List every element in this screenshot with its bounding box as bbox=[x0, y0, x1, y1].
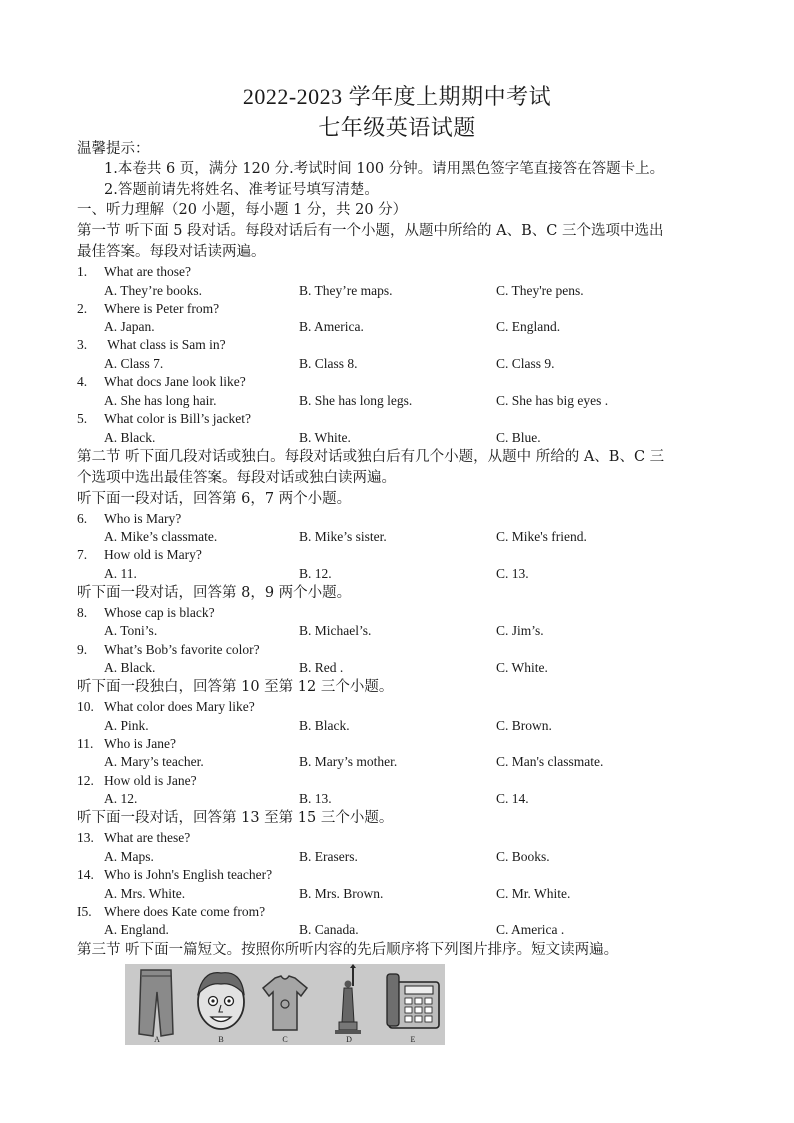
question bbox=[77, 300, 737, 318]
options-row bbox=[104, 921, 744, 939]
part2-intro: 个选项中选出最佳答案。每段对话或独白读两遍。 bbox=[77, 470, 396, 486]
question bbox=[77, 772, 737, 790]
question-number: 10. bbox=[77, 699, 94, 714]
option-a: A. Mary’s teacher. bbox=[104, 754, 204, 769]
picture-d bbox=[317, 964, 381, 1045]
option-a: A. She has long hair. bbox=[104, 393, 217, 408]
picture-label: E bbox=[410, 1035, 416, 1044]
options-row bbox=[104, 848, 744, 866]
options-row bbox=[104, 659, 744, 677]
option-b: B. Mrs. Brown. bbox=[299, 886, 384, 901]
notice-item: 1.本卷共 6 页，满分 120 分.考试时间 100 分钟。请用黑色签字笔直接答在答题卡上。 bbox=[104, 161, 665, 177]
options-row bbox=[104, 885, 744, 903]
option-a: A. They’re books. bbox=[104, 283, 202, 298]
question-number: 11. bbox=[77, 736, 94, 751]
question-text: What color is Bill’s jacket? bbox=[104, 411, 251, 426]
question-text: What are those? bbox=[104, 264, 191, 279]
picture-c bbox=[253, 964, 317, 1045]
option-c: C. Man's classmate. bbox=[496, 754, 604, 769]
option-c: C. Mr. White. bbox=[496, 886, 571, 901]
option-b: B. Black. bbox=[299, 718, 350, 733]
picture-a bbox=[125, 964, 189, 1045]
option-b: B. Red . bbox=[299, 660, 344, 675]
question-text: What color does Mary like? bbox=[104, 699, 255, 714]
option-c: C. They're pens. bbox=[496, 283, 584, 298]
question-text: What docs Jane look like? bbox=[104, 374, 246, 389]
part1-intro: 最佳答案。每段对话读两遍。 bbox=[77, 244, 266, 260]
question-text: How old is Jane? bbox=[104, 773, 197, 788]
options-row bbox=[104, 282, 744, 300]
question-number: 7. bbox=[77, 547, 88, 562]
option-a: A. Class 7. bbox=[104, 356, 164, 371]
option-c: C. She has big eyes . bbox=[496, 393, 609, 408]
option-c: C. 13. bbox=[496, 566, 529, 581]
question bbox=[77, 546, 737, 564]
option-b: B. 12. bbox=[299, 566, 332, 581]
option-a: A. Maps. bbox=[104, 849, 154, 864]
question-number: 9. bbox=[77, 642, 88, 657]
statue-of-liberty-icon bbox=[317, 964, 381, 1045]
question-text: Where does Kate come from? bbox=[104, 904, 266, 919]
telephone-icon bbox=[381, 964, 445, 1045]
picture-label: B bbox=[218, 1035, 224, 1044]
option-b: B. Michael’s. bbox=[299, 623, 372, 638]
question-number: 14. bbox=[77, 867, 94, 882]
question-number: 4. bbox=[77, 374, 88, 389]
option-a: A. 11. bbox=[104, 566, 137, 581]
option-c: C. Class 9. bbox=[496, 356, 555, 371]
shirt-icon bbox=[253, 964, 317, 1045]
options-row bbox=[104, 565, 744, 583]
options-row bbox=[104, 318, 744, 336]
question bbox=[77, 829, 737, 847]
option-a: A. England. bbox=[104, 922, 169, 937]
option-b: B. She has long legs. bbox=[299, 393, 413, 408]
options-row bbox=[104, 717, 744, 735]
option-c: C. England. bbox=[496, 319, 561, 334]
question-text: What class is Sam in? bbox=[104, 337, 226, 352]
exam-subtitle: 七年级英语试题 bbox=[318, 115, 476, 140]
option-c: C. White. bbox=[496, 660, 548, 675]
question bbox=[77, 373, 737, 391]
option-b: B. Mary’s mother. bbox=[299, 754, 398, 769]
part1-intro: 第一节 听下面 5 段对话。每段对话后有一个小题，从题中所给的 A、B、C 三个选项中选出 bbox=[77, 223, 664, 239]
question bbox=[77, 410, 737, 428]
question bbox=[77, 903, 737, 921]
option-c: C. Brown. bbox=[496, 718, 552, 733]
exam-title: 2022-2023 学年度上期期中考试 bbox=[242, 84, 552, 109]
picture-label: C bbox=[282, 1035, 288, 1044]
picture-e bbox=[381, 964, 445, 1045]
picture-strip bbox=[125, 964, 445, 1045]
option-a: A. Toni’s. bbox=[104, 623, 158, 638]
question bbox=[77, 604, 737, 622]
options-row bbox=[104, 355, 744, 373]
question-number: 3. bbox=[77, 337, 88, 352]
question-text: Whose cap is black? bbox=[104, 605, 215, 620]
question bbox=[77, 510, 737, 528]
option-a: A. Mike’s classmate. bbox=[104, 529, 218, 544]
options-row bbox=[104, 392, 744, 410]
question-text: What are these? bbox=[104, 830, 191, 845]
option-c: C. Jim’s. bbox=[496, 623, 544, 638]
options-row bbox=[104, 753, 744, 771]
question-text: Who is Mary? bbox=[104, 511, 182, 526]
question bbox=[77, 336, 737, 354]
option-a: A. 12. bbox=[104, 791, 138, 806]
option-b: B. Class 8. bbox=[299, 356, 358, 371]
question bbox=[77, 735, 737, 753]
question-text: What’s Bob’s favorite color? bbox=[104, 642, 260, 657]
option-a: A. Mrs. White. bbox=[104, 886, 186, 901]
option-b: B. Mike’s sister. bbox=[299, 529, 387, 544]
option-c: C. America . bbox=[496, 922, 565, 937]
option-a: A. Japan. bbox=[104, 319, 155, 334]
option-c: C. Blue. bbox=[496, 430, 541, 445]
boy-face-icon bbox=[189, 964, 253, 1045]
question bbox=[77, 641, 737, 659]
question-text: How old is Mary? bbox=[104, 547, 202, 562]
question bbox=[77, 698, 737, 716]
question-text: Who is John's English teacher? bbox=[104, 867, 273, 882]
part3-intro: 第三节 听下面一篇短文。按照你所听内容的先后顺序将下列图片排序。短文读两遍。 bbox=[77, 942, 619, 958]
question bbox=[77, 866, 737, 884]
option-b: B. Canada. bbox=[299, 922, 359, 937]
notice-heading: 温馨提示： bbox=[77, 141, 150, 157]
picture-label: A bbox=[154, 1035, 160, 1044]
part2-intro: 第二节 听下面几段对话或独白。每段对话或独白后有几个小题，从题中 所给的 A、B、C 三 bbox=[77, 449, 665, 465]
question-number: 8. bbox=[77, 605, 88, 620]
question-number: 12. bbox=[77, 773, 94, 788]
option-c: C. Books. bbox=[496, 849, 550, 864]
question-text: Where is Peter from? bbox=[104, 301, 220, 316]
option-c: C. Mike's friend. bbox=[496, 529, 587, 544]
option-b: B. They’re maps. bbox=[299, 283, 393, 298]
question-number: 2. bbox=[77, 301, 88, 316]
sub-intro: 听下面一段对话，回答第 8，9 两个小题。 bbox=[77, 585, 352, 601]
picture-b bbox=[189, 964, 253, 1045]
option-a: A. Black. bbox=[104, 660, 156, 675]
picture-label: D bbox=[346, 1035, 352, 1044]
options-row bbox=[104, 528, 744, 546]
option-a: A. Pink. bbox=[104, 718, 149, 733]
notice-item: 2.答题前请先将姓名、准考证号填写清楚。 bbox=[104, 182, 379, 198]
question-number: 1. bbox=[77, 264, 88, 279]
question-number: 5. bbox=[77, 411, 88, 426]
option-b: B. America. bbox=[299, 319, 364, 334]
question-text: Who is Jane? bbox=[104, 736, 176, 751]
question bbox=[77, 263, 737, 281]
sub-intro: 听下面一段对话，回答第 13 至第 15 三个小题。 bbox=[77, 810, 394, 826]
options-row bbox=[104, 622, 744, 640]
option-a: A. Black. bbox=[104, 430, 156, 445]
options-row bbox=[104, 790, 744, 808]
options-row bbox=[104, 429, 744, 447]
sub-intro: 听下面一段独白，回答第 10 至第 12 三个小题。 bbox=[77, 679, 394, 695]
question-number: 6. bbox=[77, 511, 88, 526]
trousers-icon bbox=[125, 964, 189, 1045]
question-number: 13. bbox=[77, 830, 94, 845]
question-number: I5. bbox=[77, 904, 92, 919]
option-b: B. White. bbox=[299, 430, 351, 445]
section-title: 一、听力理解（20 小题，每小题 1 分，共 20 分） bbox=[77, 202, 408, 218]
option-c: C. 14. bbox=[496, 791, 529, 806]
option-b: B. 13. bbox=[299, 791, 332, 806]
option-b: B. Erasers. bbox=[299, 849, 358, 864]
sub-intro: 听下面一段对话，回答第 6，7 两个小题。 bbox=[77, 491, 352, 507]
